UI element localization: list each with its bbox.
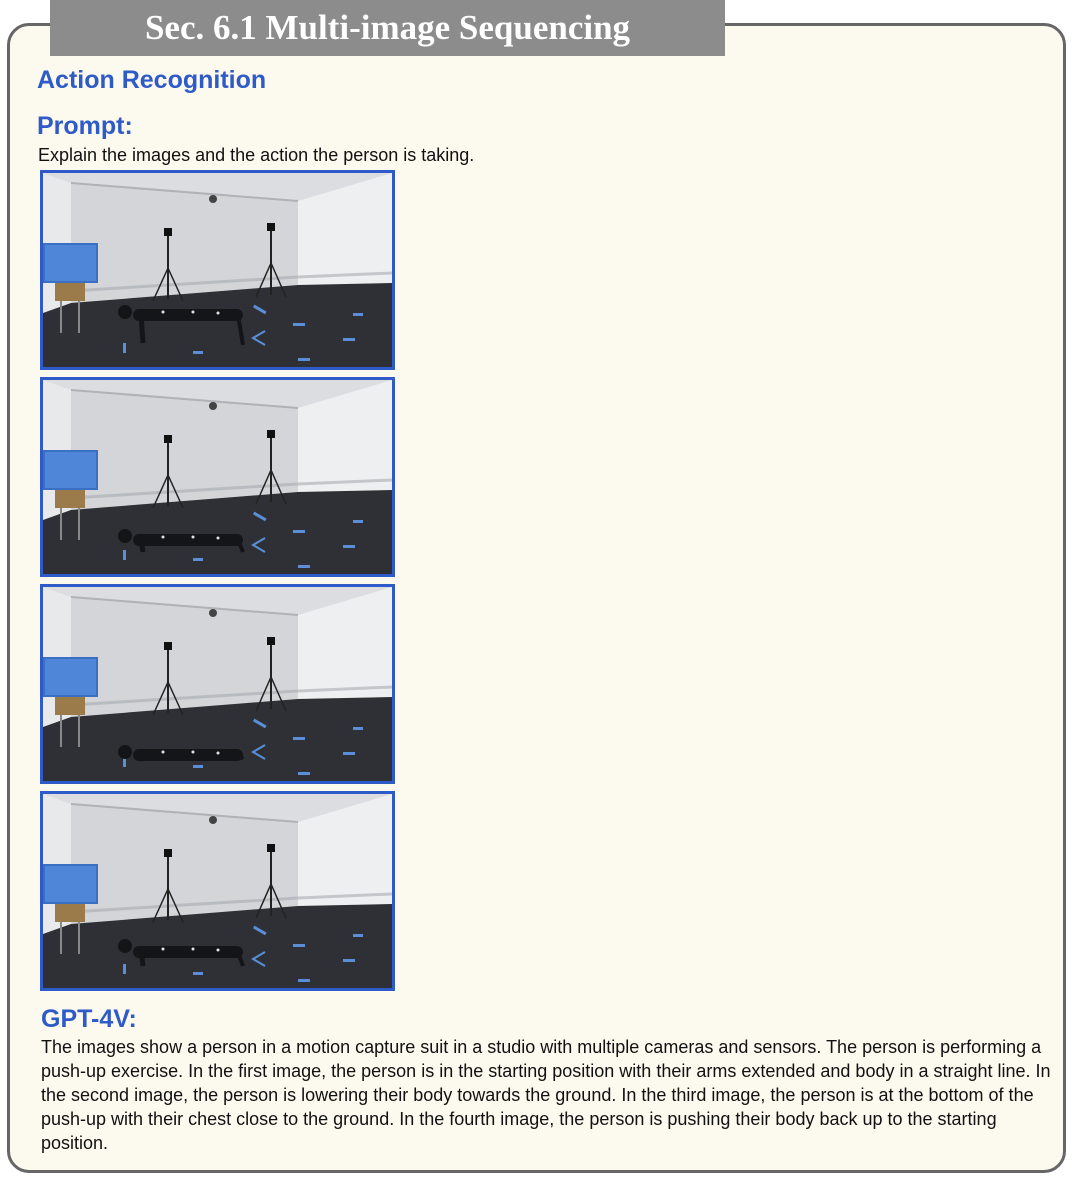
pushup-frame-3: [40, 584, 395, 784]
prompt-text: Explain the images and the action the person is taking.: [38, 145, 475, 165]
pushup-frame-4: [40, 791, 395, 991]
response-text: The images show a person in a motion capture suit in a studio with multiple cameras and sensors. The person is performing a push-up exercise. In the first image, the person is in the starting position with their arms extended and body in a straight line. In the second image, the person is lowering their body towards the ground. In the third image, the person is at the bottom of the push-up with their chest close to the ground. In the fourth image, the person is pushing their body back up to the starting position.: [41, 1037, 1051, 1153]
pushup-frame-1: [40, 170, 395, 370]
response-label: GPT-4V:: [41, 1005, 137, 1033]
task-title: Action Recognition: [37, 66, 267, 94]
prompt-label: Prompt:: [37, 112, 133, 140]
section-banner: Sec. 6.1 Multi-image Sequencing: [50, 0, 725, 56]
pushup-frame-2: [40, 377, 395, 577]
